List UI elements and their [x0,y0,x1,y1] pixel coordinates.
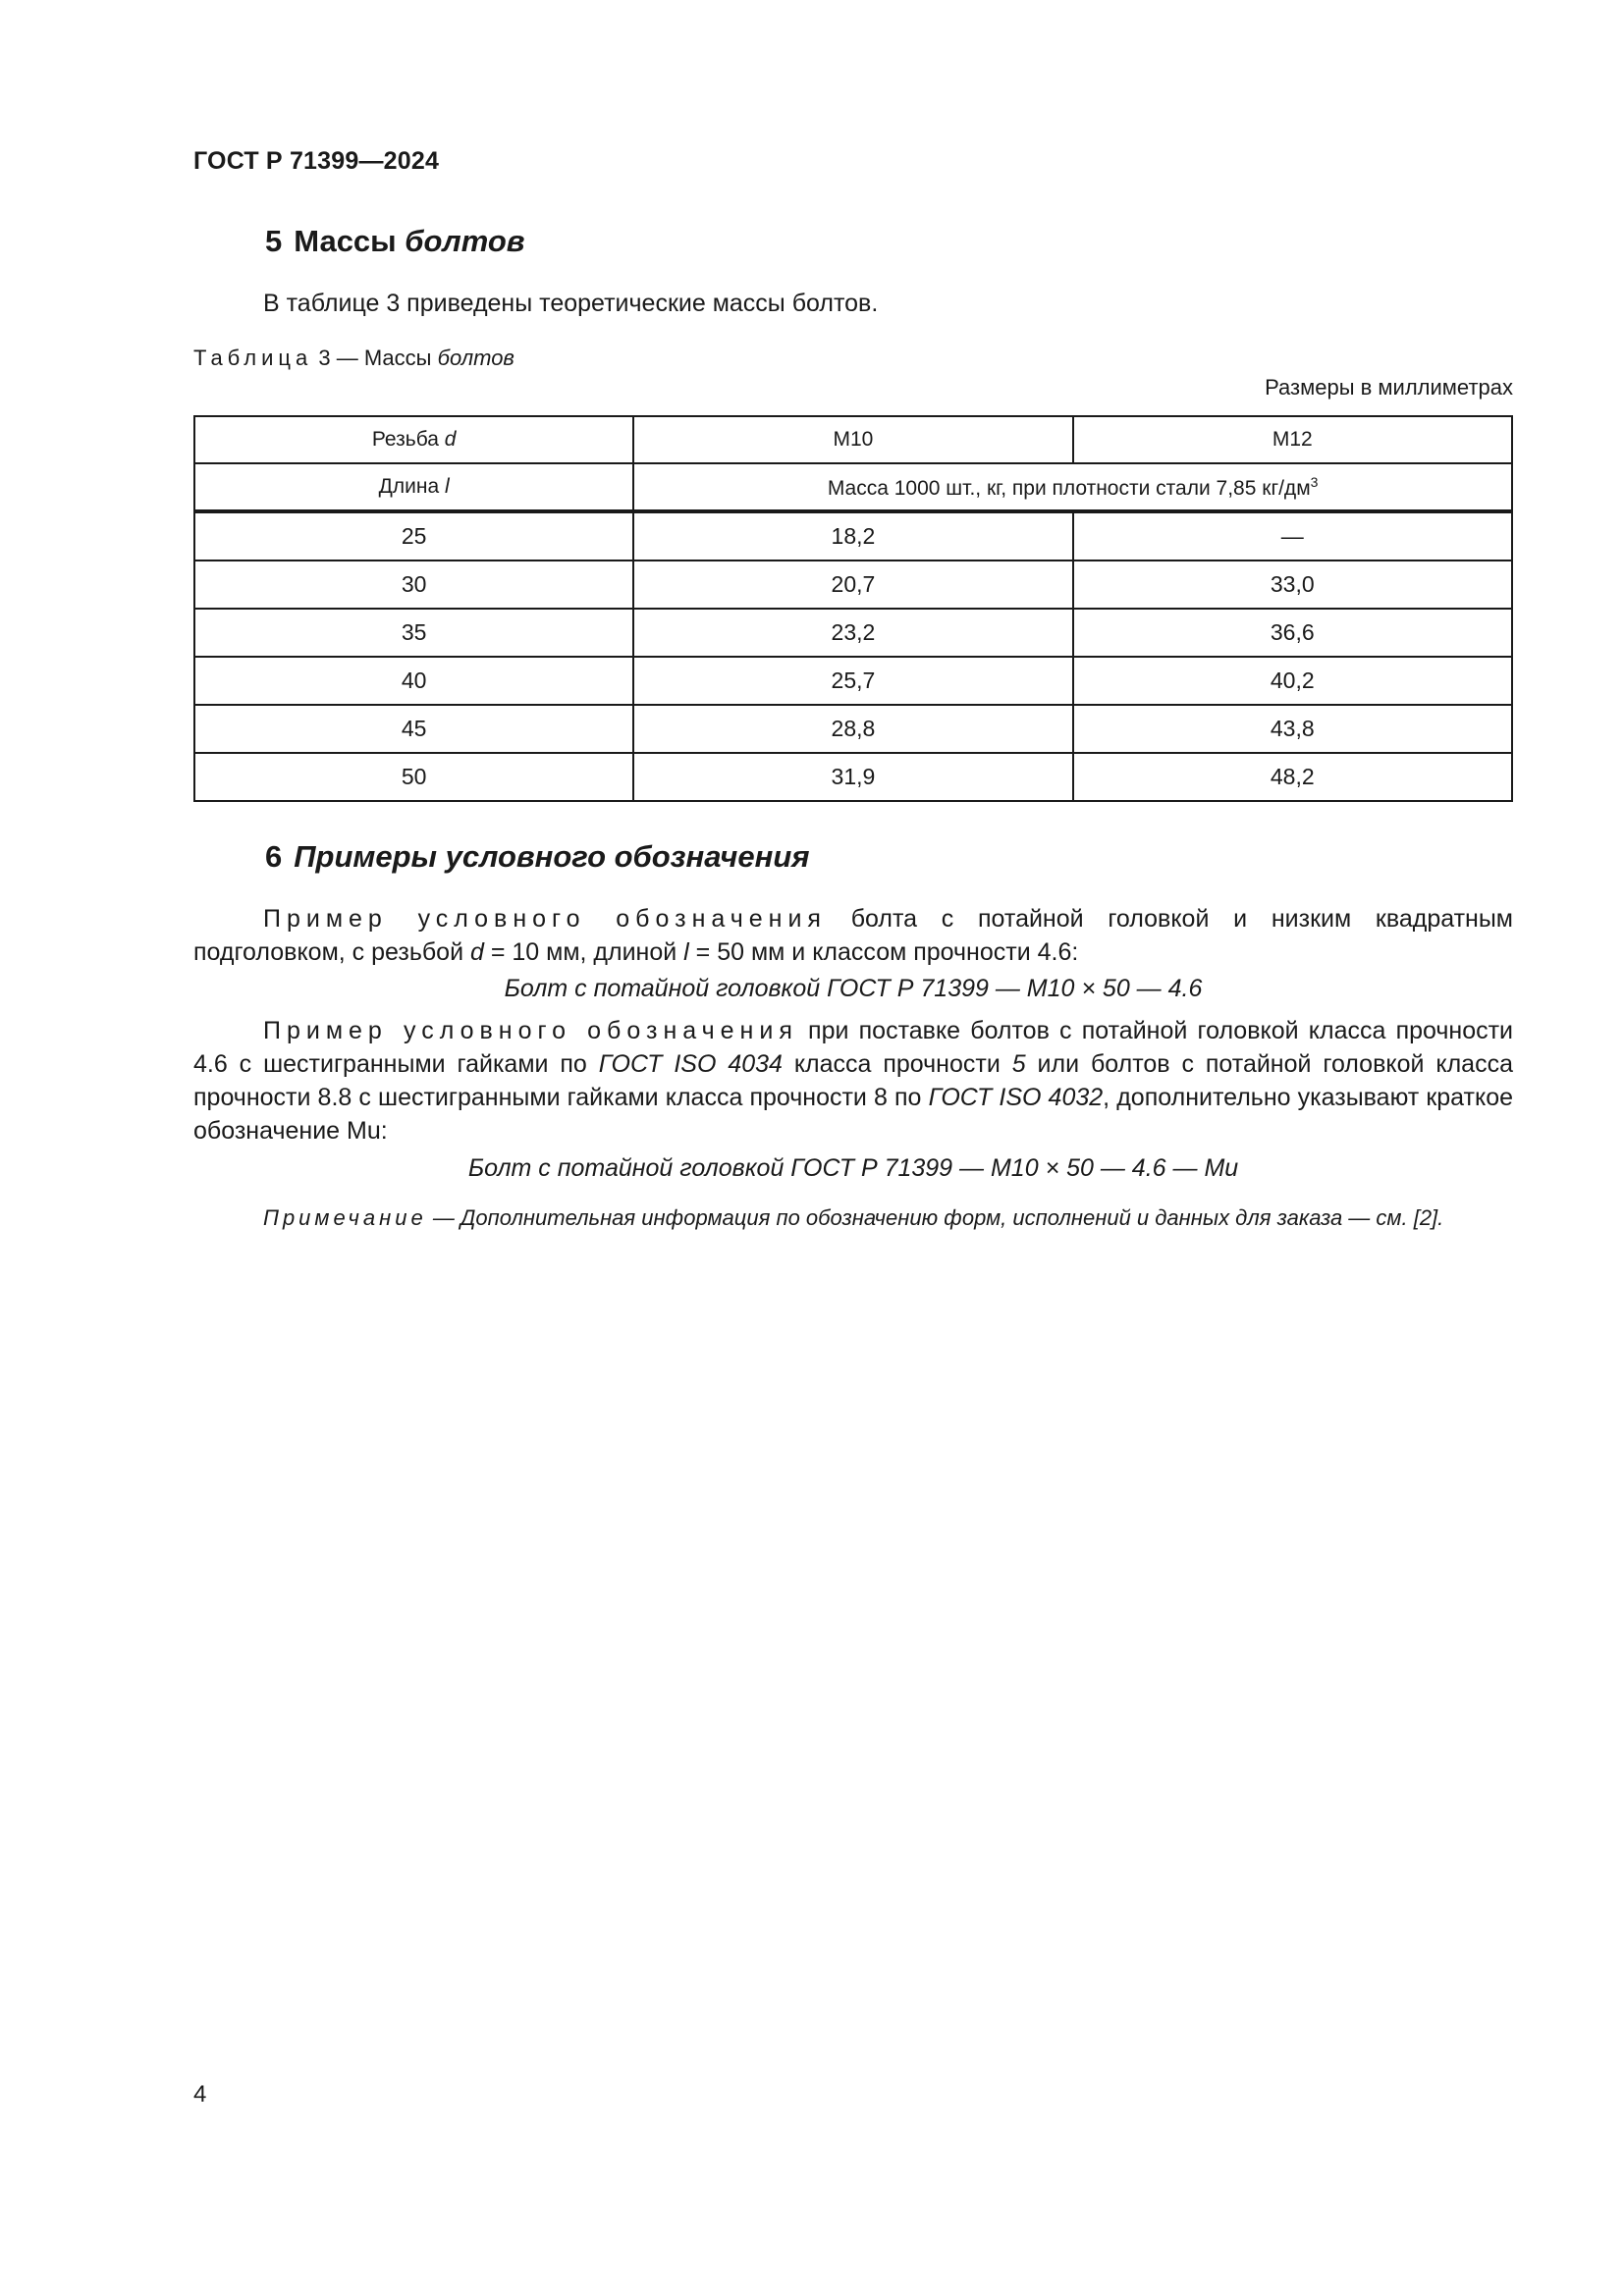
table-subheader-row [194,463,1512,511]
header-mass: Масса 1000 шт., кг, при плотности стали 7,85 $кг/дм^3$ [633,463,1512,511]
cell-m12: 33,0 [1073,561,1512,609]
section-5-intro: В таблице 3 приведены теоретические массы болтов. [263,290,879,317]
mass-table [193,415,1513,802]
section-5-number: 5 [265,224,283,258]
section-6-heading [265,839,810,875]
section-6-number: 6 [265,839,283,874]
table-row [194,561,1512,609]
section-6-title: Примеры условного обозначения [294,839,810,874]
cell-m10: 20,7 [633,561,1072,609]
header-m12: M12 [1073,416,1512,463]
cell-length: 45 [194,705,633,753]
page-number: 4 [193,2081,207,2108]
note-label: Примечание [263,1205,427,1230]
cell-m12: 43,8 [1073,705,1512,753]
cell-length: 25 [194,511,633,561]
cell-m12: 40,2 [1073,657,1512,705]
cell-m12: 48,2 [1073,753,1512,801]
header-thread: Резьба d [194,416,633,463]
example-paragraph-1: Пример условного обозначения болта с потайной головкой и низким квадратным подголовком, с резьбой d = 10 мм, длиной l = 50 мм и классом прочности 4.6: [193,905,1513,966]
note [193,1203,1513,1233]
cell-length: 35 [194,609,633,657]
example-paragraph-2: Пример условного обозначения при поставке болтов с потайной головкой класса прочности 4.6 с шестигранными гайками по ГОСТ ISO 4034 класса прочности 5 или болтов с потайной головкой класса прочности 8.8 с шестигранными гайками класса прочности 8 по ГОСТ ISO 4032, дополнительно указывают краткое обозначение Mu: [193,1017,1514,1145]
table-row [194,657,1512,705]
note-text: — Дополнительная информация по обозначению форм, исполнений и данных для заказа — см. [2]. [426,1205,1444,1230]
cell-m12: — [1073,511,1512,561]
cell-m10: 31,9 [633,753,1072,801]
table-header-row [194,416,1512,463]
cell-length: 40 [194,657,633,705]
table-row [194,511,1512,561]
table-caption-number: 3 — Массы [312,346,438,370]
cell-m12: 36,6 [1073,609,1512,657]
table-caption-label: Таблица [193,346,313,370]
table-units: Размеры в миллиметрах [1265,375,1513,400]
table-row [194,705,1512,753]
section-5-title-plain: Массы [294,224,397,258]
section-5-heading [265,224,525,259]
designation-example-1: Болт с потайной головкой ГОСТ Р 71399 — M10 × 50 — 4.6 [504,975,1203,1002]
table-caption [193,346,514,371]
cell-m10: 23,2 [633,609,1072,657]
header-length: Длина l [194,463,633,511]
table-row [194,609,1512,657]
cell-m10: 28,8 [633,705,1072,753]
designation-example-2: Болт с потайной головкой ГОСТ Р 71399 — M10 × 50 — 4.6 — Mu [467,1154,1239,1182]
table-caption-italic: болтов [437,346,514,370]
cell-m10: 18,2 [633,511,1072,561]
header-m10: M10 [633,416,1072,463]
cell-length: 30 [194,561,633,609]
cell-m10: 25,7 [633,657,1072,705]
cell-length: 50 [194,753,633,801]
document-header: ГОСТ Р 71399—2024 [193,147,440,175]
section-5-title-italic: болтов [405,224,525,258]
table-row [194,753,1512,801]
